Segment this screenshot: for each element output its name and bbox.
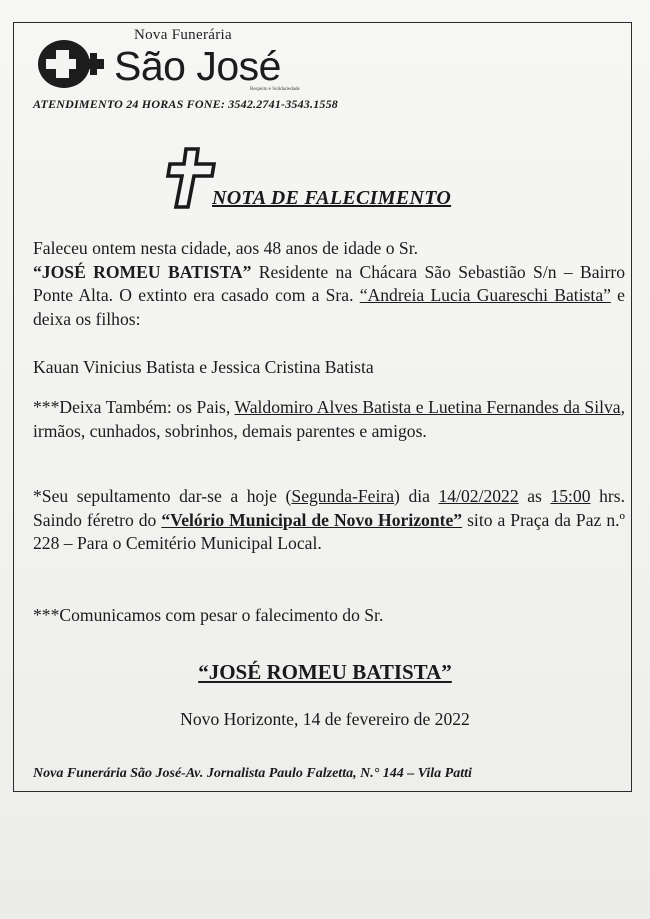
logo-cross-icon bbox=[36, 37, 108, 91]
p1-text-a: Faleceu ontem nesta cidade, aos 48 anos de idade o Sr. bbox=[33, 238, 418, 258]
burial-weekday: Segunda-Feira bbox=[291, 486, 395, 506]
p4-text-c: as bbox=[518, 486, 551, 506]
closing-name: “JOSÉ ROMEU BATISTA” bbox=[198, 660, 452, 684]
wake-venue: “Velório Municipal de Novo Horizonte” bbox=[161, 509, 463, 530]
p4-text-e: sito a Praça da Paz n.º 228 – Para o Cemitério Municipal Local. bbox=[33, 509, 625, 553]
paragraph-death-announcement bbox=[33, 237, 625, 331]
burial-date: 14/02/2022 bbox=[438, 486, 519, 506]
brand-tagline: Respeito e Solidariedade bbox=[250, 87, 300, 92]
phone-line: ATENDIMENTO 24 HORAS FONE: 3542.2741-3543.1558 bbox=[33, 97, 339, 111]
p1-text-b: Residente na Chácara São Sebastião S/n – Bairro Ponte Alta. O extinto era casado com a Sra. bbox=[33, 261, 625, 305]
paragraph-children: Kauan Vinicius Batista e Jessica Cristina Batista bbox=[33, 357, 374, 377]
paragraph-family bbox=[33, 396, 625, 443]
p3-text-a: ***Deixa Também: os Pais, bbox=[33, 397, 235, 417]
notice-title: NOTA DE FALECIMENTO bbox=[212, 187, 452, 209]
paragraph-condolence: ***Comunicamos com pesar o falecimento do Sr. bbox=[33, 605, 384, 625]
p4-text-d: hrs. Saindo féretro do bbox=[33, 486, 625, 530]
p1-text-c: e deixa os filhos: bbox=[33, 285, 625, 329]
p4-text-b: ) dia bbox=[394, 486, 439, 506]
spouse-name: “Andreia Lucia Guareschi Batista” bbox=[359, 285, 611, 305]
closing-name-line bbox=[0, 660, 650, 685]
p3-text-b: , irmãos, cunhados, sobrinhos, demais parentes e amigos. bbox=[33, 397, 625, 441]
burial-time: 15:00 bbox=[550, 486, 591, 506]
paragraph-burial bbox=[33, 485, 625, 556]
deceased-name: “JOSÉ ROMEU BATISTA” bbox=[33, 261, 252, 282]
place-date: Novo Horizonte, 14 de fevereiro de 2022 bbox=[180, 709, 470, 729]
p4-text-a: *Seu sepultamento dar-se a hoje ( bbox=[33, 486, 292, 506]
parents-names: Waldomiro Alves Batista e Luetina Fernandes da Silva bbox=[234, 397, 621, 417]
brand-name: São José bbox=[114, 43, 281, 89]
brand-small-text: Nova Funerária bbox=[134, 27, 232, 43]
footer-address: Nova Funerária São José-Av. Jornalista Paulo Falzetta, N.° 144 – Vila Patti bbox=[33, 766, 472, 781]
